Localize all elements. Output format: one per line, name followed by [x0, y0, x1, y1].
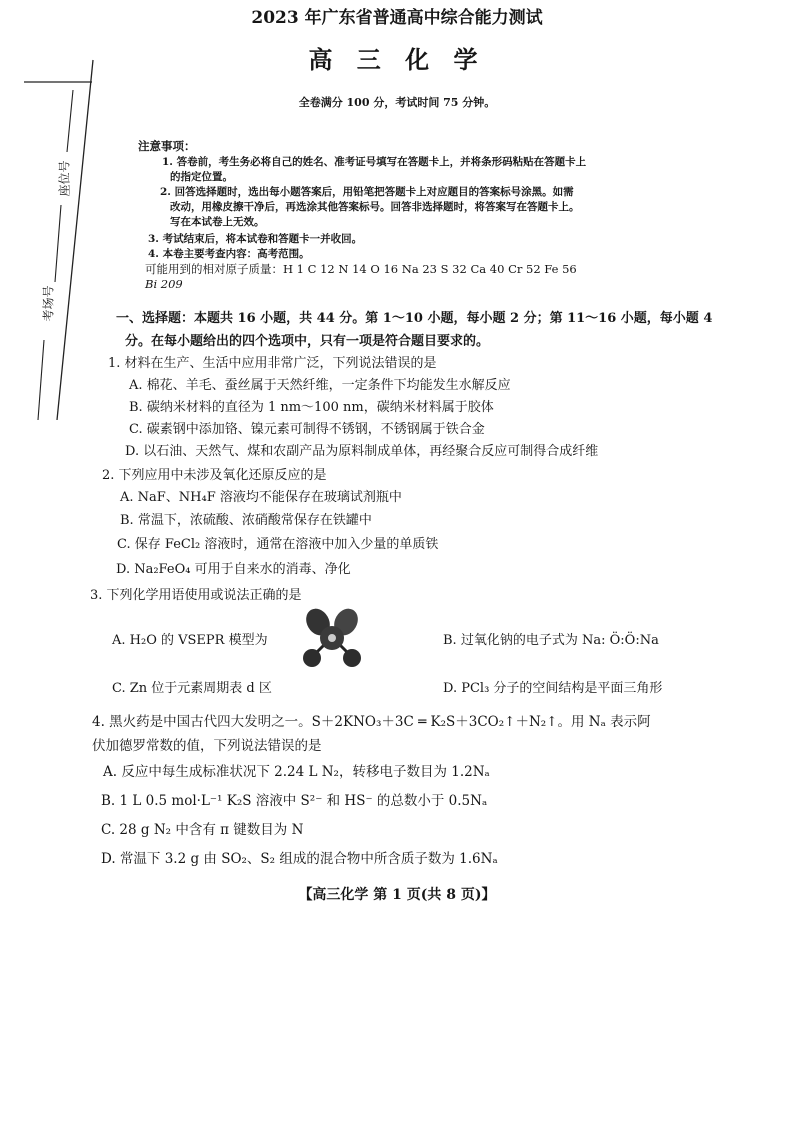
- question-1-option-b: B. 碳纳米材料的直径为 1 nm～100 nm，碳纳米材料属于胶体: [129, 400, 494, 415]
- note-line: 写在本试卷上无效。: [170, 216, 265, 228]
- question-2-option-a: A. NaF、NH₄F 溶液均不能保存在玻璃试剂瓶中: [120, 490, 402, 505]
- option-b-text: B. 过氧化钠的电子式为 Na:: [443, 633, 606, 648]
- note-line: 1. 答卷前，考生务必将自己的姓名、准考证号填写在答题卡上，并将条形码粘贴在答题卡上: [162, 156, 587, 168]
- exam-title: 2023 年广东省普通高中综合能力测试: [251, 8, 543, 28]
- question-2-option-b: B. 常温下，浓硫酸、浓硝酸常保存在铁罐中: [120, 513, 372, 528]
- peroxide-electron-formula: Ö:Ö: [609, 633, 636, 648]
- question-3-option-a: A. H₂O 的 VSEPR 模型为: [112, 633, 268, 648]
- subject-title: 高 三 化 学: [308, 45, 486, 74]
- atomic-masses-cont: Bi 209: [145, 277, 183, 291]
- score-info: 全卷满分 100 分，考试时间 75 分钟。: [298, 96, 496, 109]
- question-4-option-c: C. 28 g N₂ 中含有 π 键数目为 N: [101, 822, 304, 838]
- note-line: 2. 回答选择题时，选出每小题答案后，用铅笔把答题卡上对应题目的答案标号涂黑。如需: [160, 186, 574, 198]
- question-4-stem-cont: 伏加德罗常数的值，下列说法错误的是: [92, 738, 322, 754]
- question-1-stem: 1. 材料在生产、生活中应用非常广泛，下列说法错误的是: [108, 356, 437, 371]
- question-2-stem: 2. 下列应用中未涉及氧化还原反应的是: [102, 468, 327, 483]
- notes-heading: 注意事项：: [138, 139, 196, 153]
- question-2-option-d: D. Na₂FeO₄ 可用于自来水的消毒、净化: [116, 562, 351, 577]
- note-line: 的指定位置。: [170, 171, 233, 183]
- question-4-option-d: D. 常温下 3.2 g 由 SO₂、S₂ 组成的混合物中所含质子数为 1.6Nₐ: [101, 851, 498, 867]
- question-3-option-c: C. Zn 位于元素周期表 d 区: [112, 681, 272, 696]
- seat-number-label: 座位号: [57, 160, 72, 197]
- question-1-option-a: A. 棉花、羊毛、蚕丝属于天然纤维，一定条件下均能发生水解反应: [129, 378, 511, 393]
- question-1-option-d: D. 以石油、天然气、煤和农副产品为原料制成单体，再经聚合反应可制得合成纤维: [125, 444, 599, 459]
- question-4-stem: 4. 黑火药是中国古代四大发明之一。S＋2KNO₃＋3C ═ K₂S＋3CO₂↑＋N₂↑。用 Nₐ 表示阿: [92, 714, 651, 730]
- section-heading: 一、选择题：本题共 16 小题，共 44 分。第 1～10 小题，每小题 2 分；第 11～16 小题，每小题 4: [116, 311, 713, 326]
- question-4-option-a: A. 反应中每生成标准状况下 2.24 L N₂，转移电子数目为 1.2Nₐ: [103, 764, 490, 780]
- section-heading-cont: 分。在每小题给出的四个选项中，只有一项是符合题目要求的。: [125, 334, 490, 349]
- question-2-option-c: C. 保存 FeCl₂ 溶液时，通常在溶液中加入少量的单质铁: [117, 537, 439, 552]
- exam-room-label: 考场号: [41, 285, 56, 322]
- question-3-option-d: D. PCl₃ 分子的空间结构是平面三角形: [443, 681, 663, 696]
- note-line: 3. 考试结束后，将本试卷和答题卡一并收回。: [148, 233, 363, 245]
- note-line: 改动，用橡皮擦干净后，再选涂其他答案标号。回答非选择题时，将答案写在答题卡上。: [170, 201, 580, 213]
- page-footer: 【高三化学 第 1 页(共 8 页)】: [298, 887, 496, 903]
- vsepr-model-image: [300, 607, 365, 669]
- question-1-option-c: C. 碳素钢中添加铬、镍元素可制得不锈钢，不锈钢属于铁合金: [129, 422, 485, 437]
- question-3-stem: 3. 下列化学用语使用或说法正确的是: [90, 588, 302, 603]
- peroxide-electron-formula-end: :Na: [635, 633, 659, 648]
- note-line: 4. 本卷主要考查内容：高考范围。: [148, 248, 310, 260]
- atomic-masses: 可能用到的相对原子质量：H 1 C 12 N 14 O 16 Na 23 S 32 Ca 40 Cr 52 Fe 56: [145, 262, 577, 276]
- question-3-option-b: [443, 629, 659, 648]
- question-4-option-b: B. 1 L 0.5 mol·L⁻¹ K₂S 溶液中 S²⁻ 和 HS⁻ 的总数小于 0.5Nₐ: [101, 793, 488, 809]
